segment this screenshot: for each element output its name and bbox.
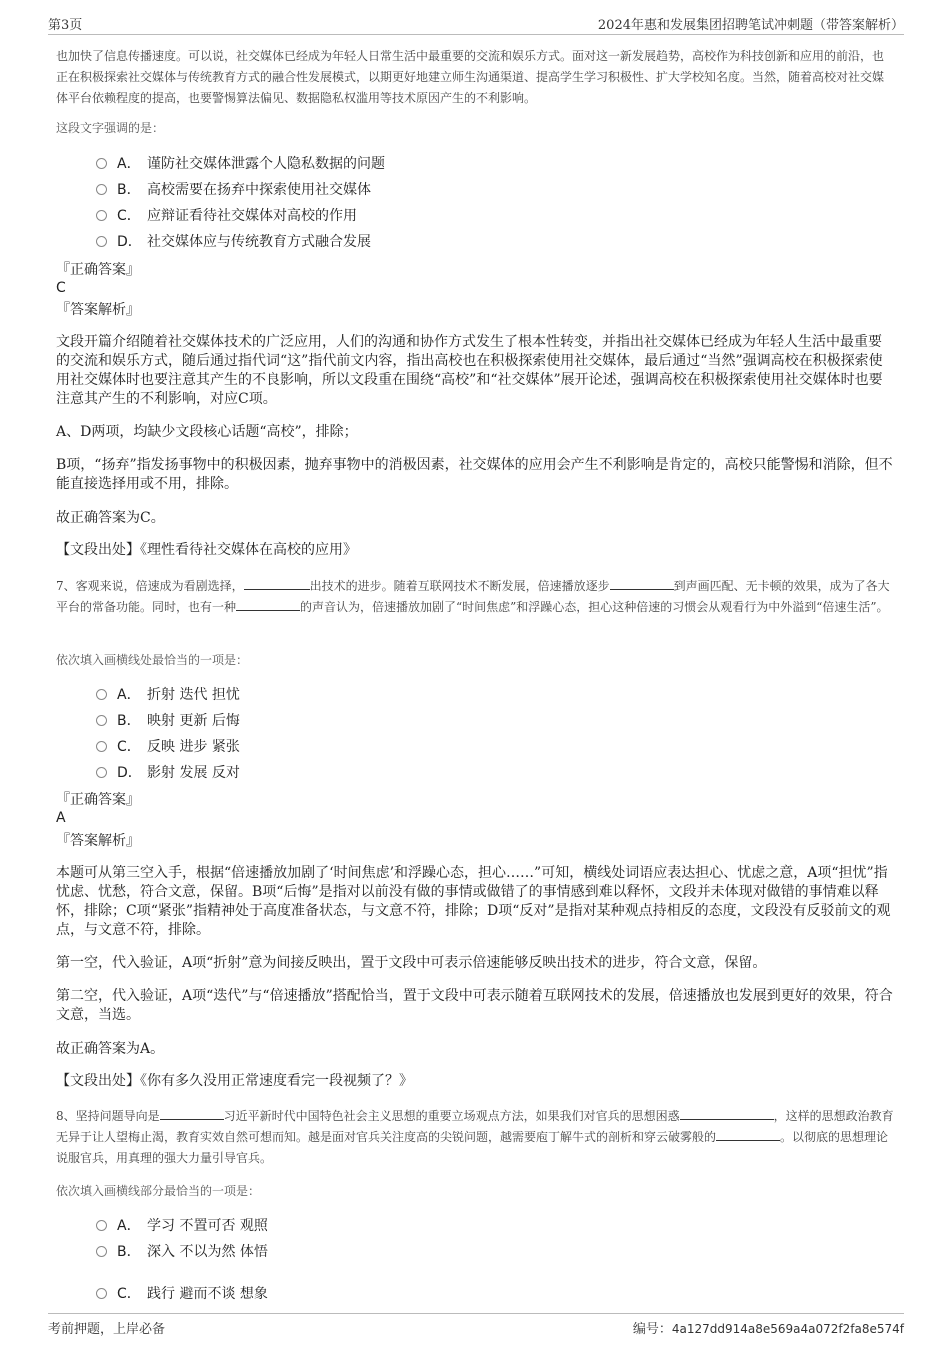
blank-line — [716, 1139, 780, 1141]
q7-analysis-para-4: 故正确答案为A。 — [56, 1041, 165, 1057]
q6-source: 【文段出处】《理性看待社交媒体在高校的应用》 — [56, 542, 357, 558]
q6-option-c[interactable]: C． 应辩证看待社交媒体对高校的作用 — [96, 205, 357, 227]
q6-analysis-para-1: 文段开篇介绍随着社交媒体技术的广泛应用，人们的沟通和协作方式发生了根本性转变，并指出社交媒体已经成为年轻人生活中最重要的交流和娱乐方式，随后通过指代词“这”指代前文内容，指出高校也在积极探索使用社交媒体，最后通过“当然”强调高校在积极探索使用社交媒体时也要注意其产生的不良影响，所以文段重在围绕“高校”和“社交媒体”展开论述，强调高校在积极探索使用社交媒体时也要注意其产生的不利影响，对应C项。 — [56, 334, 883, 407]
q7-prompt: 依次填入画横线处最恰当的一项是： — [56, 653, 249, 667]
q7-option-a[interactable]: A． 折射 迭代 担忧 — [96, 684, 240, 706]
document-title: 2024年惠和发展集团招聘笔试冲刺题（带答案解析） — [597, 18, 904, 33]
blank-line — [236, 609, 300, 611]
radio-button-icon[interactable] — [96, 715, 107, 726]
page-number: 第3页 — [48, 18, 83, 33]
page-footer — [48, 1313, 904, 1336]
radio-button-icon[interactable] — [96, 689, 107, 700]
q6-analysis-para-2: A、D两项，均缺少文段核心话题“高校”，排除； — [56, 424, 358, 440]
q7-option-d[interactable]: D． 影射 发展 反对 — [96, 762, 240, 784]
radio-button-icon[interactable] — [96, 1246, 107, 1257]
q7-answer: A — [56, 810, 66, 826]
q7-analysis-label: 『答案解析』 — [56, 833, 140, 849]
radio-button-icon[interactable] — [96, 1220, 107, 1231]
radio-button-icon[interactable] — [96, 767, 107, 778]
q8-prompt: 依次填入画横线部分最恰当的一项是： — [56, 1184, 261, 1198]
blank-line — [680, 1118, 774, 1120]
q7-answer-label: 『正确答案』 — [56, 792, 140, 808]
q7-source: 【文段出处】《你有多久没用正常速度看完一段视频了？》 — [56, 1073, 413, 1089]
q6-analysis-label: 『答案解析』 — [56, 302, 140, 318]
blank-line — [244, 588, 310, 590]
q7-option-b[interactable]: B． 映射 更新 后悔 — [96, 710, 240, 732]
q6-answer-label: 『正确答案』 — [56, 262, 140, 278]
q8-option-c[interactable]: C． 践行 避而不谈 想象 — [96, 1283, 268, 1305]
q8-option-b[interactable]: B． 深入 不以为然 体悟 — [96, 1241, 268, 1263]
q7-analysis-para-2: 第一空，代入验证，A项“折射”意为间接反映出，置于文段中可表示倍速能够反映出技术的进步，符合文意，保留。 — [56, 955, 767, 971]
document-id: 编号：4a127dd914a8e569a4a072f2fa8e574f — [632, 1322, 904, 1337]
radio-button-icon[interactable] — [96, 210, 107, 221]
q6-answer: C — [56, 280, 66, 296]
footer-slogan: 考前押题，上岸必备 — [48, 1322, 166, 1337]
q6-option-d[interactable]: D． 社交媒体应与传统教育方式融合发展 — [96, 231, 371, 253]
q6-option-a[interactable]: A． 谨防社交媒体泄露个人隐私数据的问题 — [96, 153, 385, 175]
radio-button-icon[interactable] — [96, 158, 107, 169]
q6-analysis-para-4: 故正确答案为C。 — [56, 510, 165, 526]
q6-passage-tail: 也加快了信息传播速度。可以说，社交媒体已经成为年轻人日常生活中最重要的交流和娱乐方式。面对这一新发展趋势，高校作为科技创新和应用的前沿，也正在积极探索社交媒体与传统教育方式的融合性发展模式，以期更好地建立师生沟通渠道、提高学生学习积极性、扩大学校知名度。当然，随着高校对社交媒体平台依赖程度的提高，也要警惕算法偏见、数据隐私权滥用等技术原因产生的不利影响。 — [56, 49, 885, 105]
q6-prompt: 这段文字强调的是： — [56, 121, 165, 135]
q7-analysis-para-1: 本题可从第三空入手，根据“倍速播放加剧了‘时间焦虑’和浮躁心态，担心……”可知，横线处词语应表达担心、忧虑之意，A项“担忧”指忧虑、忧愁，符合文意，保留。B项“后悔”是指对以前没有做的事情或做错了的事情感到难以释怀，文段并未体现对做错的事情难以释怀，排除；C项“紧张”指精神处于高度准备状态，与文意不符，排除；D项“反对”是指对某种观点持相反的态度，文段没有反驳前文的观点，与文意不符，排除。 — [56, 865, 891, 938]
q8-option-a[interactable]: A． 学习 不置可否 观照 — [96, 1215, 268, 1237]
q7-analysis-para-3: 第二空，代入验证，A项“迭代”与“倍速播放”搭配恰当，置于文段中可表示随着互联网技术的发展，倍速播放也发展到更好的效果，符合文意，当选。 — [56, 988, 893, 1023]
page-header — [48, 12, 904, 35]
radio-button-icon[interactable] — [96, 236, 107, 247]
radio-button-icon[interactable] — [96, 1288, 107, 1299]
blank-line — [610, 588, 674, 590]
q7-stem: 7、客观来说，倍速成为看剧选择， 出技术的进步。随着互联网技术不断发展，倍速播放逐步 到声画匹配、无卡顿的效果，成为了各大平台的常备功能。同时，也有一种 的声音认为，倍速播放加剧了“时间焦虑”和浮躁心态，担心这种倍速的习惯会从观看行为中外溢到“倍速生活”。 — [56, 579, 890, 614]
radio-button-icon[interactable] — [96, 184, 107, 195]
blank-line — [160, 1118, 224, 1120]
q6-option-b[interactable]: B． 高校需要在扬弃中探索使用社交媒体 — [96, 179, 371, 201]
q7-option-c[interactable]: C． 反映 进步 紧张 — [96, 736, 240, 758]
q6-analysis-para-3: B项，“扬弃”指发扬事物中的积极因素，抛弃事物中的消极因素，社交媒体的应用会产生不利影响是肯定的，高校只能警惕和消除，但不能直接选择用或不用，排除。 — [56, 457, 893, 492]
radio-button-icon[interactable] — [96, 741, 107, 752]
q8-stem: 8、坚持问题导向是 习近平新时代中国特色社会主义思想的重要立场观点方法，如果我们对官兵的思想困惑 ，这样的思想政治教育无异于让人望梅止渴，教育实效自然可想而知。越是面对官兵关注度高的尖锐问题，越需要庖丁解牛式的剖析和穿云破雾般的 。以彻底的思想理论说服官兵，用真理的强大力量引导官兵。 — [56, 1109, 894, 1165]
